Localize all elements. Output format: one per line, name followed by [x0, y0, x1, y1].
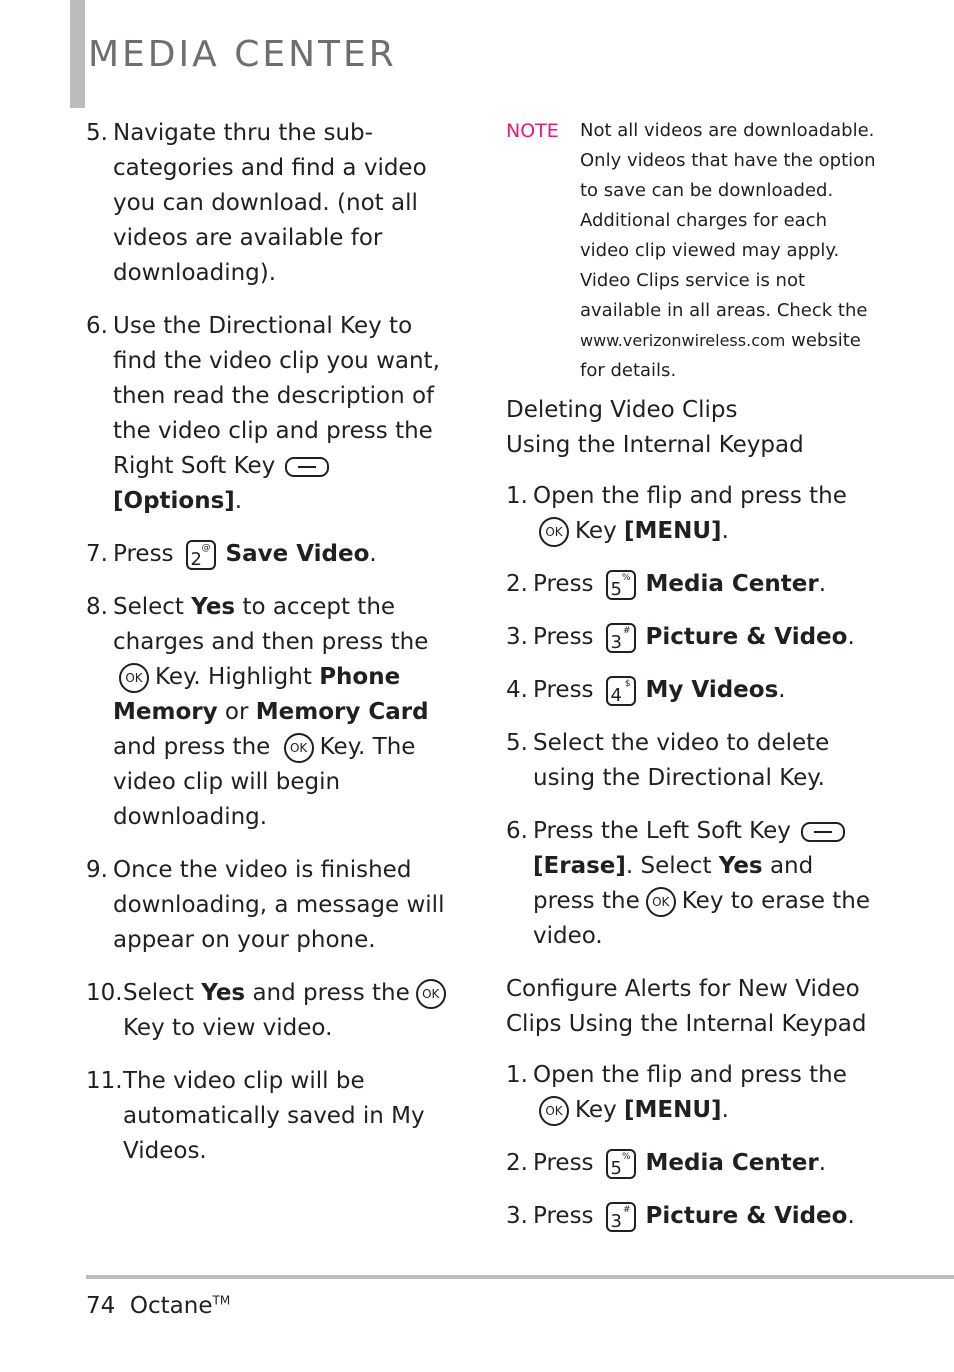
step-10: 10. Select Yes and press the OK Key to view video.	[86, 976, 456, 1046]
page-title: MEDIA CENTER	[88, 34, 397, 75]
header-bar	[70, 0, 85, 108]
delete-step-3: 3. Press 3 # Picture & Video.	[506, 624, 855, 653]
delete-step-5: 5. Select the video to delete using the Directional Key.	[506, 730, 830, 791]
key-5-icon: 5 %	[606, 1149, 636, 1179]
section-heading-alerts: Configure Alerts for New Video Clips Using the Internal Keypad	[506, 976, 867, 1037]
step-6: 6. Use the Directional Key to find the video clip you want, then read the description of the video clip and press the Right Soft Key[Options].	[86, 313, 440, 514]
page-number: 74	[86, 1293, 116, 1319]
ok-key-icon: OK	[284, 733, 314, 763]
step-11: 11. The video clip will be automatically saved in My Videos.	[86, 1068, 425, 1164]
left-column	[86, 116, 456, 1187]
key-4-icon: 4 $	[606, 676, 636, 706]
note-box	[506, 116, 876, 386]
note-label: NOTE	[506, 120, 559, 142]
note-text: Not all videos are downloadable. Only videos that have the option to save can be downloaded. Additional charges for each video clip viewed may apply. Video Clips service is not available in all areas. Check the www.verizonwireless.com website for details.	[580, 120, 876, 381]
step-7: 7. Press 2 @ Save Video.	[86, 541, 377, 570]
ok-key-icon: OK	[539, 1096, 569, 1126]
ok-key-icon: OK	[416, 979, 446, 1009]
ok-key-icon: OK	[119, 663, 149, 693]
key-5-icon: 5 %	[606, 570, 636, 600]
delete-step-2: 2. Press 5 % Media Center.	[506, 571, 827, 600]
delete-step-4: 4. Press 4 $ My Videos.	[506, 677, 786, 706]
delete-step-1: 1. Open the flip and press theOK Key [MENU].	[506, 479, 876, 549]
alert-step-2: 2. Press 5 % Media Center.	[506, 1150, 827, 1179]
key-3-icon: 3 #	[606, 623, 636, 653]
footer-rule	[86, 1275, 954, 1279]
ok-key-icon: OK	[539, 517, 569, 547]
page-footer	[86, 1293, 230, 1319]
delete-step-6: 6. Press the Left Soft Key[Erase]. Select Yes and press the OK Key to erase the video.	[506, 818, 871, 949]
product-name: Octane	[129, 1293, 213, 1319]
alert-step-1: 1. Open the flip and press theOK Key [MENU].	[506, 1058, 876, 1128]
ok-key-icon: OK	[646, 887, 676, 917]
alert-step-3: 3. Press 3 # Picture & Video.	[506, 1203, 855, 1232]
soft-key-icon	[801, 822, 845, 842]
step-5: 5. Navigate thru the sub-categories and find a video you can download. (not all videos are available for downloading).	[86, 120, 427, 286]
step-9: 9. Once the video is finished downloading, a message will appear on your phone.	[86, 857, 445, 953]
key-2-icon: 2 @	[186, 540, 216, 570]
trademark: TM	[212, 1293, 231, 1308]
key-3-icon: 3 #	[606, 1202, 636, 1232]
right-column	[506, 393, 876, 1252]
step-8: 8. Select Yes to accept the charges and then press theOK Key. Highlight Phone Memory or Memory Card and press the OK Key. The video clip will begin downloading.	[86, 594, 429, 830]
soft-key-icon	[285, 457, 329, 477]
section-heading-deleting: Deleting Video Clips Using the Internal Keypad	[506, 397, 804, 458]
